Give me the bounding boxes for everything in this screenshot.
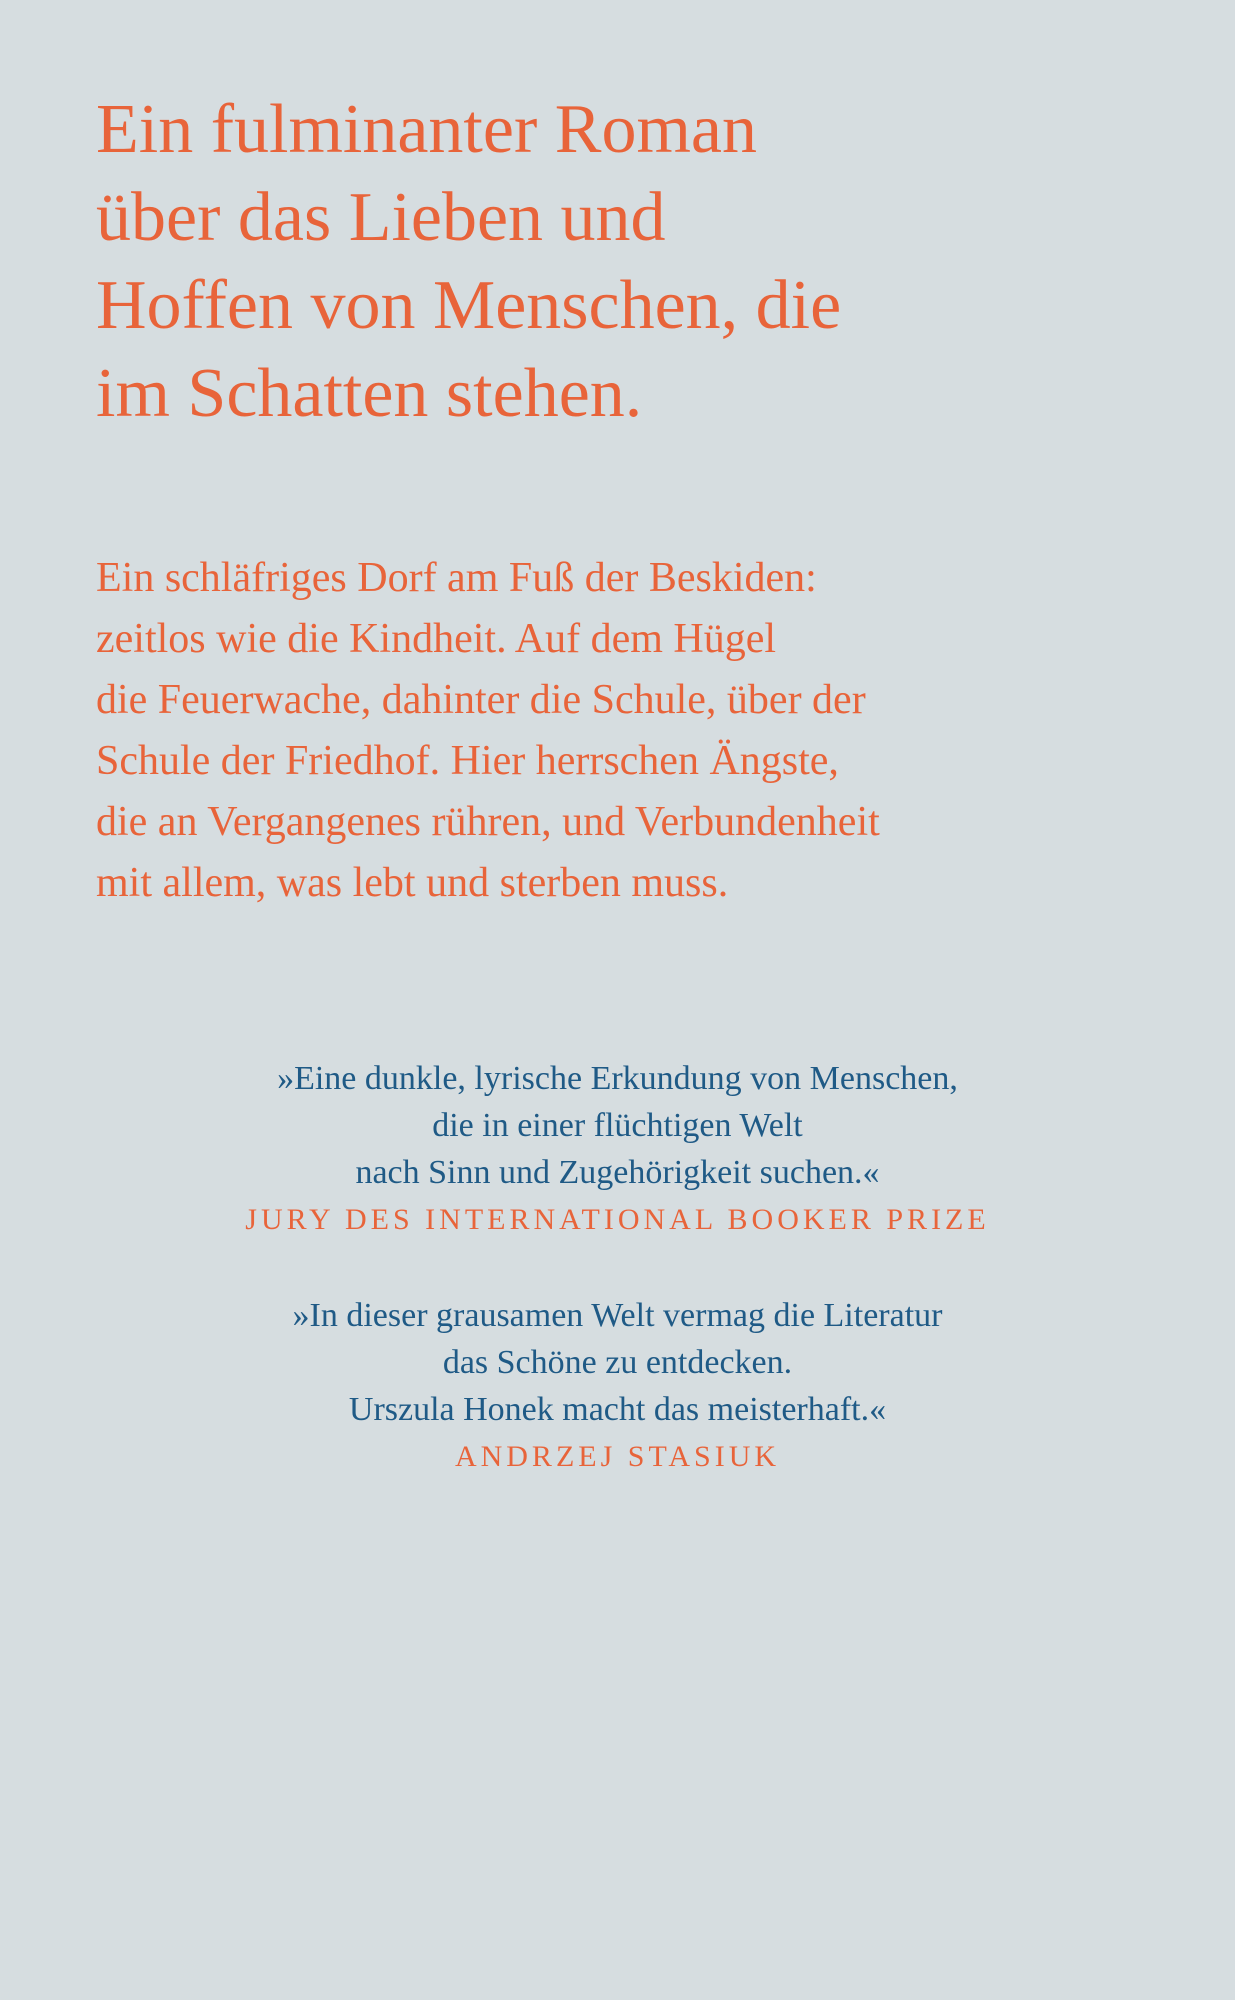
- quote-line: die in einer flüchtigen Welt: [432, 1107, 803, 1144]
- blurb-line: die an Vergangenes rühren, und Verbundenheit: [96, 799, 880, 845]
- headline: [96, 86, 1156, 438]
- quote-line: das Schöne zu entdecken.: [442, 1344, 793, 1381]
- quote-text: [0, 1055, 1235, 1196]
- blurb-line: Ein schläfriges Dorf am Fuß der Beskiden:: [96, 555, 817, 601]
- blurb-line: mit allem, was lebt und sterben muss.: [96, 860, 729, 906]
- review-quote-booker: [0, 1055, 1235, 1244]
- quote-line: »In dieser grausamen Welt vermag die Literatur: [292, 1297, 943, 1334]
- quote-line: Urszula Honek macht das meisterhaft.«: [348, 1391, 887, 1428]
- quote-line: »Eine dunkle, lyrische Erkundung von Menschen,: [277, 1060, 958, 1097]
- headline-line: Ein fulminanter Roman: [96, 91, 757, 168]
- headline-line: Hoffen von Menschen, die: [96, 267, 842, 344]
- blurb-line: Schule der Friedhof. Hier herrschen Ängste,: [96, 738, 839, 784]
- headline-line: über das Lieben und: [96, 179, 666, 256]
- review-quote-stasiuk: [0, 1292, 1235, 1481]
- headline-line: im Schatten stehen.: [96, 355, 643, 432]
- quote-attribution: JURY DES INTERNATIONAL BOOKER PRIZE: [245, 1203, 990, 1236]
- quote-text: [0, 1292, 1235, 1433]
- quote-attribution: ANDRZEJ STASIUK: [454, 1440, 781, 1473]
- blurb-line: die Feuerwache, dahinter die Schule, über der: [96, 677, 866, 723]
- blurb-line: zeitlos wie die Kindheit. Auf dem Hügel: [96, 616, 777, 662]
- quote-line: nach Sinn und Zugehörigkeit suchen.«: [355, 1154, 880, 1191]
- blurb-paragraph: [96, 548, 1196, 914]
